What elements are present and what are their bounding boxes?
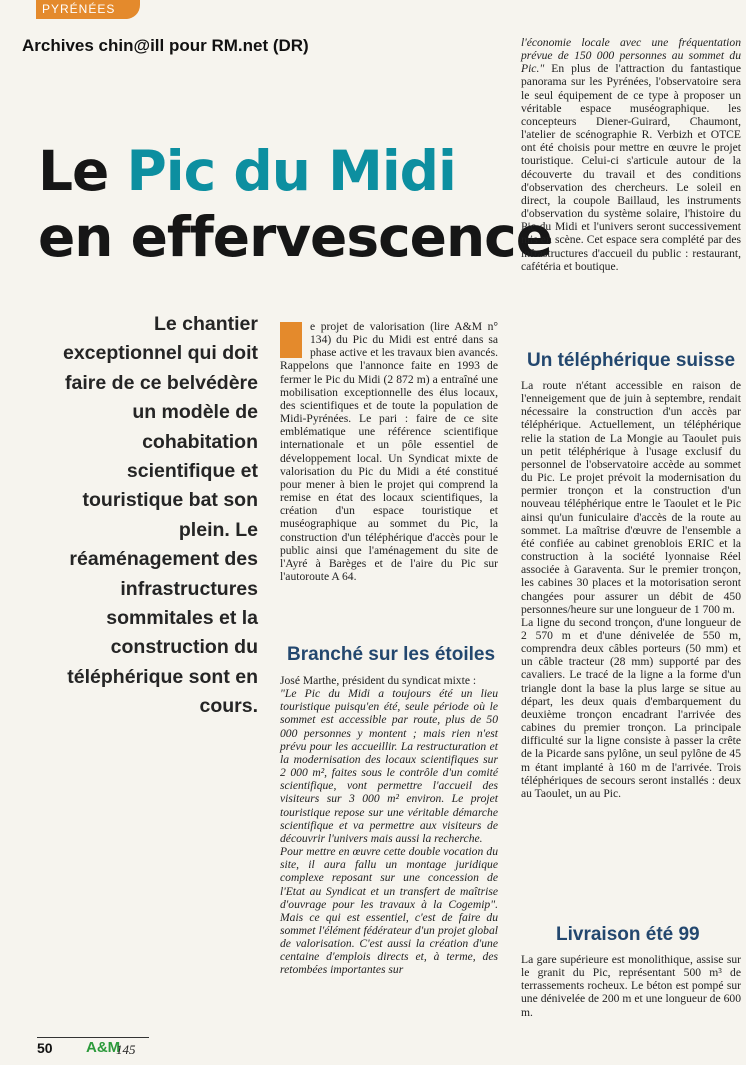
right-paragraph-2: La route n'étant accessible en raison de l'enneigement que de juin à septembre, rendait nécessaire la construction d'un accès par téléphérique. Actuellement, un téléphérique relie la station de La Mongie au Taoulet puis un petit téléphérique à l'usage exclusif du personnel de l'observatoire accède au sommet du Pic. Le projet prévoit la modernisation du permier tronçon et la construction d'un nouveau téléphérique entre le Taoulet et le Pic ainsi qu'un funiculaire d'accès de la route au sommet. La maîtrise d'œuvre de l'ensemble a été confiée au cabinet grenoblois ERIC et la construction à la société lyonnaise Réel associée à Garaventa. Sur le premier tronçon, les cabines 30 places et la motorisation seront changées pour assurer un débit de 450 personnes/heure sur une longueur de 1 700 m.	[521, 379, 741, 616]
heading-livraison-ete-99: Livraison été 99	[556, 924, 700, 945]
section-tab: PYRÉNÉES	[36, 0, 140, 19]
right-paragraph-1: l'économie locale avec une fréquentation prévue de 150 000 personnes au sommet du Pic." En plus de l'attraction du fantastique panorama sur les Pyrénées, l'observatoire sera le seul équipement de ce type à proposer un véritable espace muséographique. les concepteurs Diener-Guirard, Chaumont, l'atelier de scénographie R. Verbizh et OTCE ont été choisis pour mettre en œuvre le projet touristique. Celui-ci s'articule autour de la découverte du travail et des conditions d'observation des chercheurs. Le soleil en direct, la coupole Baillaud, les instruments d'observation du système solaire, l'histoire du Pic du Midi et l'univers seront successivement mis en scène. Cet espace sera complété par des infrastructures d'accueil du public : restaurant, cafétéria et boutique.	[521, 36, 741, 273]
column-middle-quote	[280, 674, 498, 977]
quote-intro: José Marthe, président du syndicat mixte :	[280, 674, 477, 687]
column-right-middle	[521, 379, 741, 800]
intro-paragraph: e projet de valorisation (lire A&M n° 134) du Pic du Midi est entré dans sa phase active et les travaux bien avancés. Rappelons que l'annonce faite en 1993 de fermer le Pic du Midi (2 872 m) a entraîné une mobilisation exceptionnelle des élus locaux, des scientifiques et de toute la population de Midi-Pyrénées. Le pari : faire de ce site emblématique une référence scientifique internationale et un pôle essentiel de développement local. Un Syndicat mixte de valorisation du Pic du Midi a été constitué pour mener à bien le projet qui comprend la remise en état des locaux scientifiques, la création d'un espace touristique et muséographique au sommet du Pic, la construction d'un téléphérique d'accès pour le public ainsi que l'aménagement du site de l'Ayré à Barèges et de l'aire du Pic sur l'autoroute A 64.	[280, 320, 498, 583]
column-right-top	[521, 36, 741, 273]
title-line2: en effervescence	[38, 205, 553, 269]
quote-paragraph-2: Pour mettre en œuvre cette double vocation du site, il aura fallu un montage juridique complexe reposant sur une concession de l'Etat au Syndicat et un transfert de maîtrise d'ouvrage pour les travaux à la Cogemip". Mais ce qui est essentiel, c'est de faire du sommet l'élément fédérateur d'un projet global de valorisation. C'est aussi la création d'une centaine d'emplois directs et, à terme, des retombées importantes sur	[280, 845, 498, 977]
page-number: 50	[37, 1040, 53, 1056]
issue-number: 145	[116, 1042, 136, 1057]
column-right-bottom	[521, 953, 741, 1019]
photo-credit: Archives chin@ill pour RM.net (DR)	[22, 36, 309, 55]
article-lead: Le chantier exceptionnel qui doit faire de ce belvédère un modèle de cohabitation scientifique et touristique bat son plein. Le réaménagement des infrastructures sommitales et la construction du téléphérique sont en cours.	[62, 313, 258, 718]
column-middle-intro	[280, 320, 498, 583]
quote-paragraph-1: "Le Pic du Midi a toujours été un lieu touristique puisqu'en été, seule période où le sommet est accessible par route, plus de 50 000 personnes y montent ; mais rien n'est prévu pour les accueillir. La restructuration et la modernisation des locaux scientifiques sur 2 000 m², faites sous le contrôle d'un comité scientifique, vont permettre l'accueil des visiteurs sur 3 000 m² environ. Le projet touristique repose sur une véritable démarche scientifique et va permettre aux visiteurs de découvrir l'univers mais aussi la recherche.	[280, 687, 498, 845]
heading-un-telepherique-suisse: Un téléphérique suisse	[527, 350, 736, 371]
title-pic-du-midi: Pic du Midi	[126, 139, 456, 203]
footer-rule	[37, 1037, 149, 1038]
magazine-logo: A&M	[86, 1039, 121, 1056]
dropcap-l	[280, 322, 302, 358]
heading-branche-sur-les-etoiles: Branché sur les étoiles	[287, 644, 496, 665]
article-title	[38, 138, 553, 270]
title-le: Le	[38, 139, 127, 203]
right-paragraph-4: La gare supérieure est monolithique, assise sur le granit du Pic, représentant 500 m³ de terrassements rocheux. Le béton est pompé sur une dénivelée de 200 m et une longueur de 600 m.	[521, 953, 741, 1019]
right-paragraph-3: La ligne du second tronçon, d'une longueur de 2 570 m et d'une dénivelée de 550 m, comprendra deux câbles porteurs (50 mm) et un câble tracteur (28 mm) supporté par des cavaliers. Le tracé de la ligne a la forme d'un triangle dont la base la plus large se situe au départ, les deux quais d'embarquement du deuxième tronçon encadrant l'arrivée des cabines du premier tronçon. La principale difficulté sur la ligne consiste à passer la crête de la Picarde sans pylône, un seul pylône de 45 m étant implanté à 160 m de l'arrivée. Trois téléphériques de secours seront installés : deux au Taoulet, un au Pic.	[521, 615, 741, 800]
